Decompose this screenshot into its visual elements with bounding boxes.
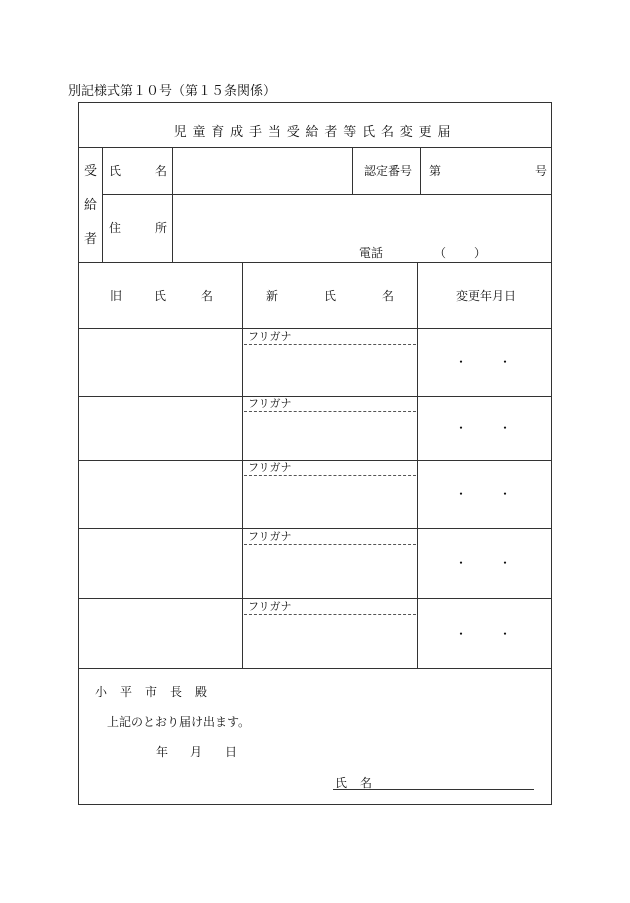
date-year-label: 年 xyxy=(156,745,169,759)
recipient-vertical-label-3: 者 xyxy=(84,232,98,247)
divider xyxy=(78,668,552,669)
change-date-input[interactable] xyxy=(418,461,551,527)
date-dot: ・ xyxy=(455,627,468,641)
old-name-header-1: 旧 xyxy=(110,289,123,303)
change-date-input[interactable] xyxy=(418,329,551,395)
date-dot: ・ xyxy=(455,421,468,435)
divider xyxy=(420,147,421,194)
change-date-input[interactable] xyxy=(418,599,551,667)
new-name-header-2: 氏 xyxy=(324,289,337,303)
divider xyxy=(78,262,552,263)
divider xyxy=(352,147,353,194)
furigana-label: フリガナ xyxy=(248,600,292,613)
signature-label-1: 氏 xyxy=(335,776,348,790)
address-label-2: 所 xyxy=(155,221,168,235)
date-dot: ・ xyxy=(455,355,468,369)
date-dot: ・ xyxy=(499,421,512,435)
date-dot: ・ xyxy=(455,487,468,501)
change-date-header: 変更年月日 xyxy=(456,289,517,303)
address-label-1: 住 xyxy=(109,221,122,235)
old-name-header-3: 名 xyxy=(201,289,214,303)
date-dot: ・ xyxy=(499,487,512,501)
new-name-input[interactable] xyxy=(243,616,416,667)
old-name-input[interactable] xyxy=(79,461,241,527)
furigana-divider xyxy=(244,544,416,545)
statement: 上記のとおり届け出ます。 xyxy=(107,715,251,729)
phone-paren-open: （ xyxy=(434,246,447,260)
furigana-divider xyxy=(244,411,416,412)
divider xyxy=(242,262,243,668)
old-name-input[interactable] xyxy=(79,329,241,395)
furigana-divider xyxy=(244,344,416,345)
addressee-2: 平 xyxy=(120,685,133,699)
furigana-divider xyxy=(244,475,416,476)
date-dot: ・ xyxy=(499,627,512,641)
furigana-label: フリガナ xyxy=(248,330,292,343)
phone-input[interactable] xyxy=(446,242,474,260)
divider xyxy=(102,147,103,262)
new-name-input[interactable] xyxy=(243,477,416,527)
old-name-input[interactable] xyxy=(79,397,241,459)
name-label-2: 名 xyxy=(155,164,168,178)
addressee-4: 長 xyxy=(170,685,183,699)
form-label: 別記様式第１０号（第１５条関係） xyxy=(68,84,277,99)
address-input[interactable] xyxy=(173,195,551,240)
change-date-input[interactable] xyxy=(418,397,551,459)
signature-label-2: 名 xyxy=(360,776,373,790)
new-name-header-3: 名 xyxy=(382,289,395,303)
recipient-vertical-label-1: 受 xyxy=(84,164,98,179)
addressee-1: 小 xyxy=(95,685,108,699)
furigana-divider xyxy=(244,614,416,615)
furigana-label: フリガナ xyxy=(248,461,292,474)
old-name-input[interactable] xyxy=(79,599,241,667)
date-day-label: 日 xyxy=(225,745,238,759)
signature-input[interactable] xyxy=(375,770,535,788)
name-input[interactable] xyxy=(173,148,351,193)
addressee-5: 殿 xyxy=(195,685,208,699)
date-dot: ・ xyxy=(499,355,512,369)
new-name-input[interactable] xyxy=(243,346,416,395)
change-date-input[interactable] xyxy=(418,529,551,597)
form-title: 児童育成手当受給者等氏名変更届 xyxy=(173,125,457,140)
addressee-3: 市 xyxy=(145,685,158,699)
date-dot: ・ xyxy=(455,556,468,570)
cert-number-label: 認定番号 xyxy=(364,164,413,178)
date-month-label: 月 xyxy=(190,745,203,759)
cert-number-go: 号 xyxy=(535,164,548,178)
cert-number-dai: 第 xyxy=(429,164,442,178)
recipient-vertical-label-2: 給 xyxy=(84,198,98,213)
phone-label: 電話 xyxy=(359,246,384,260)
furigana-label: フリガナ xyxy=(248,397,292,410)
old-name-header-2: 氏 xyxy=(154,289,167,303)
furigana-label: フリガナ xyxy=(248,530,292,543)
signature-line xyxy=(333,789,534,790)
new-name-input[interactable] xyxy=(243,546,416,597)
cert-number-input[interactable] xyxy=(445,148,530,193)
new-name-header-1: 新 xyxy=(266,289,279,303)
new-name-input[interactable] xyxy=(243,413,416,459)
phone-paren-close: ） xyxy=(474,246,487,260)
old-name-input[interactable] xyxy=(79,529,241,597)
date-dot: ・ xyxy=(499,556,512,570)
name-label-1: 氏 xyxy=(109,164,122,178)
